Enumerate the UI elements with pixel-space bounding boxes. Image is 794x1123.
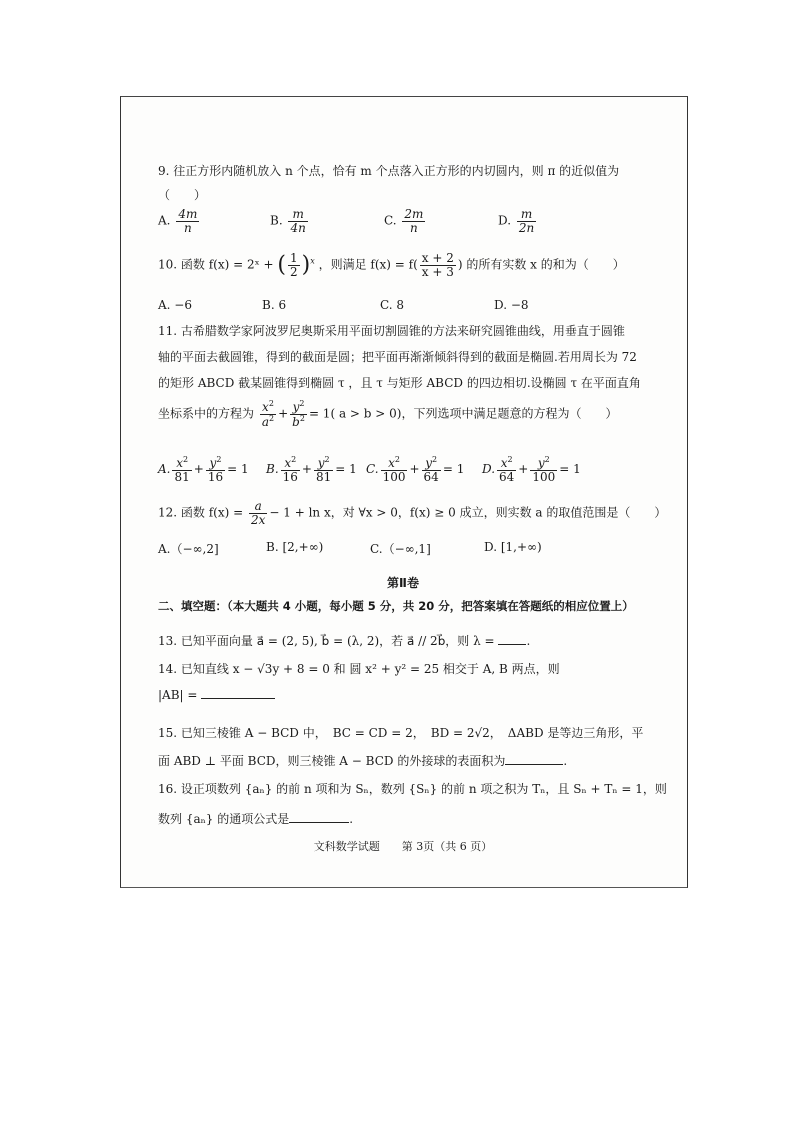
q9-option-d: D. $\frac{m}{2n}$: [498, 207, 535, 235]
q12-option-c: C.（−∞,1]: [370, 542, 431, 556]
q12-option-d: D. [1,+∞): [484, 540, 542, 554]
q11-option-a: A. $\frac{x^2}{81}$ + $\frac{y^2}{16}$ = 1: [158, 455, 249, 484]
q16-line1: 16. 设正项数列 {aₙ} 的前 n 项和为 Sₙ，数列 {Sₙ} 的前 n 项之积为 Tₙ，且 Sₙ + Tₙ = 1，则: [158, 782, 667, 796]
q12-text: 12. 函数 f(x) = $\frac{a}{2x}$ − 1 + ln x，对 ∀x > 0，f(x) ≥ 0 成立，则实数 a 的取值范围是（ ）: [158, 499, 667, 527]
q15-line1: 15. 已知三棱锥 A − BCD 中， BC = CD = 2， BD = 2√2， ΔABD 是等边三角形，平: [158, 726, 644, 740]
answer-blank: [201, 698, 275, 699]
q10-option-b: B. 6: [262, 298, 287, 312]
q9-paren: （ ）: [158, 188, 207, 202]
q11-option-b: B. $\frac{x^2}{16}$ + $\frac{y^2}{81}$ = 1: [266, 455, 357, 484]
q10-option-a: A. −6: [158, 298, 192, 312]
q11-option-c: C. $\frac{x^2}{100}$ + $\frac{y^2}{64}$ = 1: [366, 455, 465, 484]
answer-blank: [289, 822, 349, 823]
q11-line1: 11. 古希腊数学家阿波罗尼奥斯采用平面切割圆锥的方法来研究圆锥曲线，用垂直于圆锥: [158, 324, 625, 338]
q15-line2: 面 ABD ⊥ 平面 BCD，则三棱锥 A − BCD 的外接球的表面积为 .: [158, 754, 568, 768]
q10-option-d: D. −8: [494, 298, 529, 312]
q9-text: 9. 往正方形内随机放入 n 个点，恰有 m 个点落入正方形的内切圆内，则 π 的近似值为: [158, 164, 620, 178]
q9-option-c: C. $\frac{2m}{n}$: [384, 207, 424, 235]
q14-line1: 14. 已知直线 x − √3y + 8 = 0 和 圆 x² + y² = 25 相交于 A, B 两点，则: [158, 662, 560, 676]
q13-text: 13. 已知平面向量 a⃗ = (2, 5), b⃗ = (λ, 2)，若 a⃗ // 2b⃗，则 λ = .: [158, 634, 531, 648]
q10-option-c: C. 8: [380, 298, 405, 312]
q12-option-a: A.（−∞,2]: [158, 542, 219, 556]
answer-blank: [505, 764, 563, 765]
q14-line2: |AB| =: [158, 688, 275, 702]
page-footer: 文科数学试题 第 3页（共 6 页）: [313, 840, 493, 853]
q10-text: 10. 函数 f(x) = 2ˣ + ( $\frac{1}{2}$ )$^x$ ，则满足 f(x) = f( $\frac{x + 2}{x + 3}$ ) 的所有实数 x 的和为（ ）: [158, 251, 625, 279]
q16-line2: 数列 {aₙ} 的通项公式是 .: [158, 812, 354, 826]
q9-option-b: B. $\frac{m}{4n}$: [270, 207, 306, 235]
q11-line3: 的矩形 ABCD 截某圆锥得到椭圆 τ ，且 τ 与矩形 ABCD 的四边相切.设椭圆 τ 在平面直角: [158, 376, 641, 390]
answer-blank: [498, 644, 526, 645]
section-title: 第Ⅱ卷: [387, 576, 419, 590]
q11-line2: 轴的平面去截圆锥，得到的截面是圆；把平面再渐渐倾斜得到的截面是椭圆.若用周长为 72: [158, 350, 637, 364]
section-header: 二、填空题：（本大题共 4 小题，每小题 5 分，共 20 分，把答案填在答题纸的相应位置上）: [158, 599, 634, 613]
q11-option-d: D. $\frac{x^2}{64}$ + $\frac{y^2}{100}$ = 1: [482, 455, 581, 484]
q11-line4: 坐标系中的方程为 $\frac{x^2}{a^2}$ + $\frac{y^2}{b^2}$ = 1( a > b > 0)，下列选项中满足题意的方程为（ ）: [158, 399, 618, 429]
q12-option-b: B. [2,+∞): [266, 540, 324, 554]
q9-option-a: A. $\frac{4m}{n}$: [158, 207, 198, 235]
